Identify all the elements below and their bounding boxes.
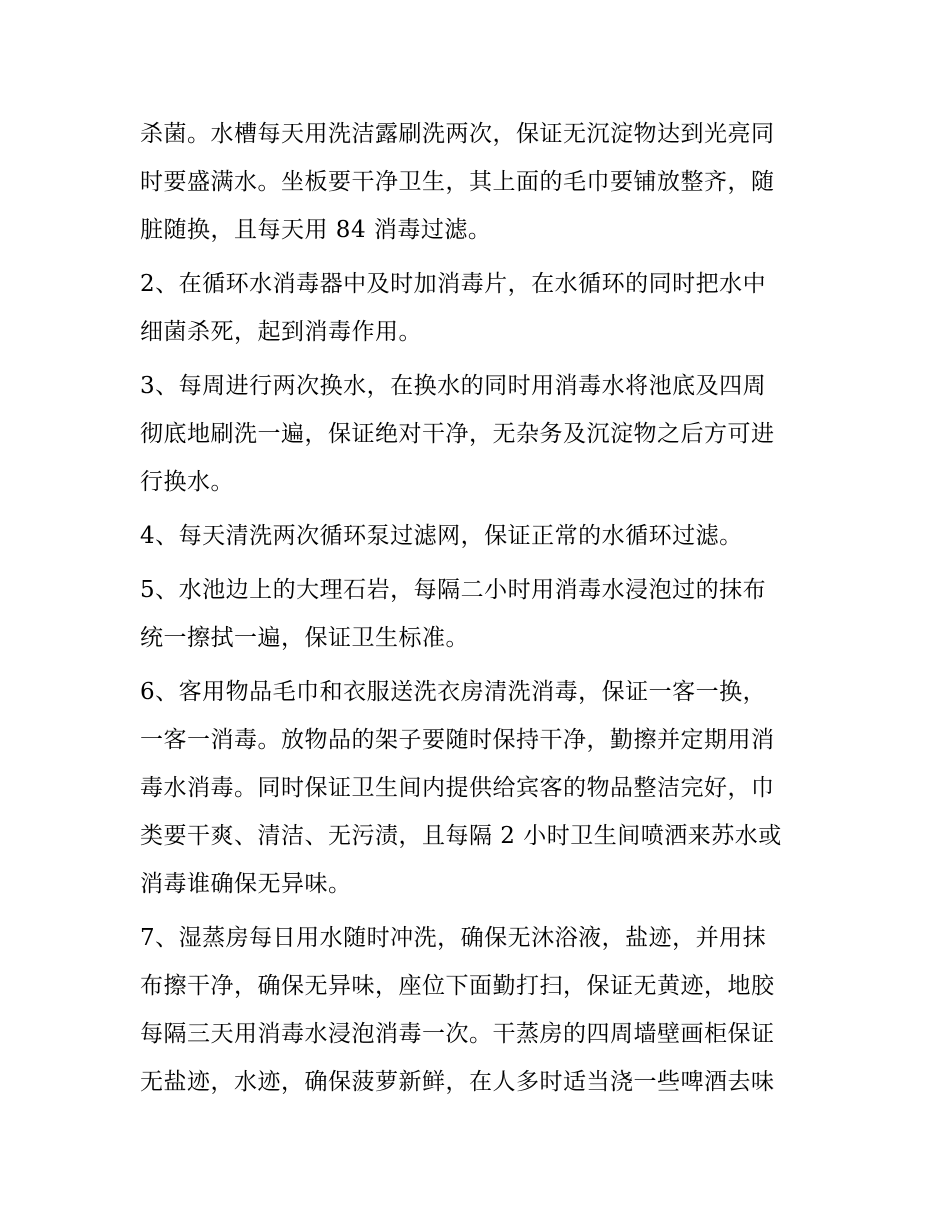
text-line: 布擦干净，确保无异味，座位下面勤打扫，保证无黄迹，地胶 bbox=[140, 973, 775, 999]
text-line: 一客一消毒。放物品的架子要随时保持干净，勤擦并定期用消 bbox=[140, 727, 775, 753]
paragraph-7-start: 7、湿蒸房每日用水随时冲洗，确保无沐浴液，盐迹，并用抹 bbox=[140, 925, 767, 951]
text-line: 时要盛满水。坐板要干净卫生，其上面的毛巾要铺放整齐，随 bbox=[140, 169, 775, 195]
paragraph-5-start: 5、水池边上的大理石岩，每隔二小时用消毒水浸泡过的抹布 bbox=[140, 577, 767, 603]
paragraph-4-start: 4、每天清洗两次循环泵过滤网，保证正常的水循环过滤。 bbox=[140, 523, 743, 549]
paragraph-3-start: 3、每周进行两次换水，在换水的同时用消毒水将池底及四周 bbox=[140, 373, 767, 399]
text-line: 每隔三天用消毒水浸泡消毒一次。干蒸房的四周墙壁画柜保证 bbox=[140, 1021, 775, 1047]
document-body bbox=[140, 110, 820, 1106]
text-line: 行换水。 bbox=[140, 469, 234, 495]
text-line: 统一擦拭一遍，保证卫生标准。 bbox=[140, 625, 469, 651]
paragraph-2-start: 2、在循环水消毒器中及时加消毒片，在水循环的同时把水中 bbox=[140, 271, 767, 297]
text-line: 脏随换，且每天用 84 消毒过滤。 bbox=[140, 217, 492, 243]
text-line: 彻底地刷洗一遍，保证绝对干净，无杂务及沉淀物之后方可进 bbox=[140, 421, 775, 447]
text-line: 类要干爽、清洁、无污渍，且每隔 2 小时卫生间喷洒来苏水或 bbox=[140, 823, 782, 849]
text-line: 杀菌。水槽每天用洗洁露刷洗两次，保证无沉淀物达到光亮同 bbox=[140, 121, 775, 147]
paragraph-6-start: 6、客用物品毛巾和衣服送洗衣房清洗消毒，保证一客一换， bbox=[140, 679, 767, 705]
text-line: 细菌杀死，起到消毒作用。 bbox=[140, 319, 422, 345]
text-line: 无盐迹，水迹，确保菠萝新鲜，在人多时适当浇一些啤酒去味 bbox=[140, 1069, 775, 1095]
text-line: 消毒谁确保无异味。 bbox=[140, 871, 352, 897]
text-line: 毒水消毒。同时保证卫生间内提供给宾客的物品整洁完好，巾 bbox=[140, 775, 775, 801]
